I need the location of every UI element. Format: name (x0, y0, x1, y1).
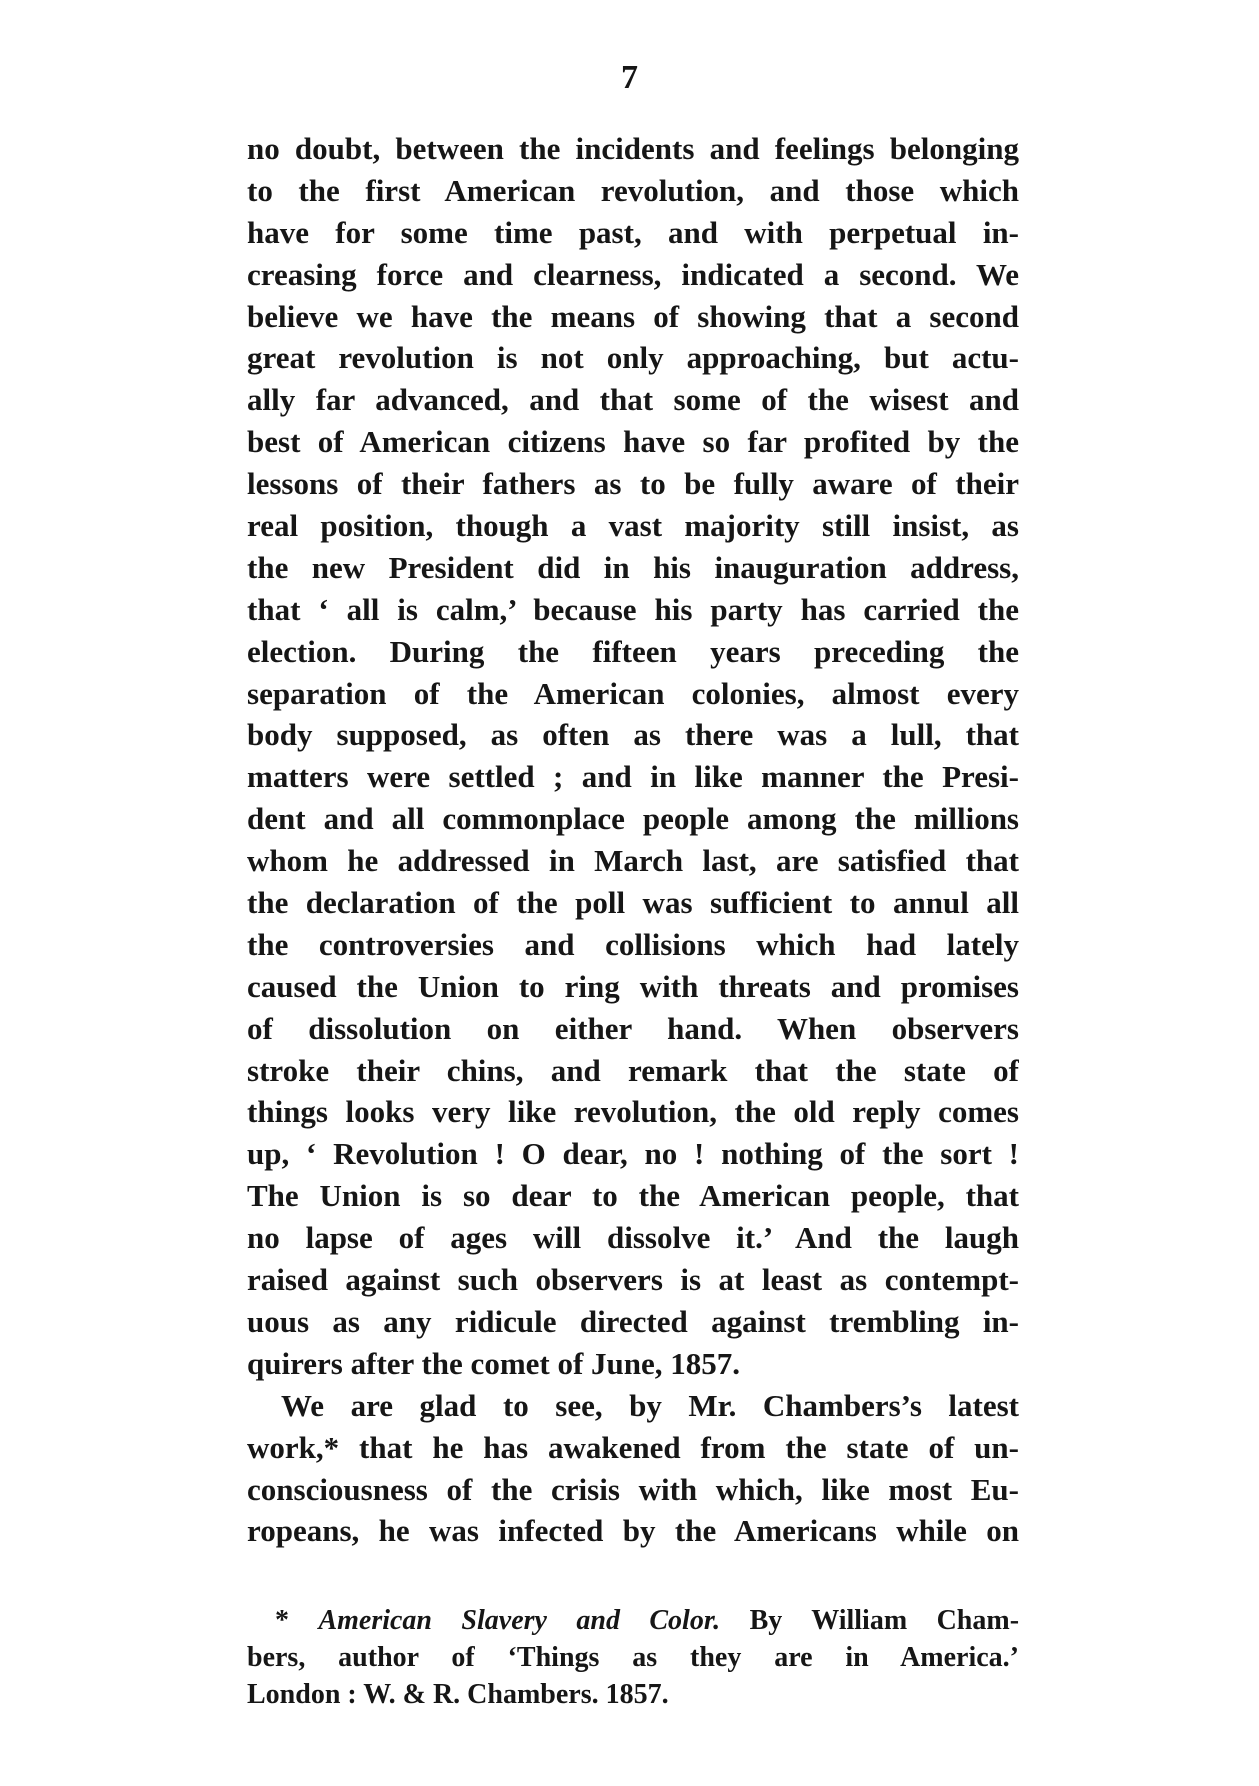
page-number: 7 (621, 59, 638, 96)
text-line: consciousness of the crisis with which, like most Eu- (247, 1471, 1019, 1507)
text-line: creasing force and clearness, indicated a second. We (247, 256, 1019, 292)
text-line: of dissolution on either hand. When observers (247, 1010, 1019, 1046)
text-line: that ‘ all is calm,’ because his party has carried the (247, 591, 1019, 627)
text-line: We are glad to see, by Mr. Chambers’s latest (281, 1387, 1019, 1423)
text-line: The Union is so dear to the American people, that (247, 1178, 1019, 1214)
text-line: election. During the fifteen years preceding the (247, 633, 1019, 669)
text-line: body supposed, as often as there was a lull, that (247, 717, 1019, 753)
text-line: ropeans, he was infected by the Americans while on (247, 1513, 1019, 1549)
footnote-book-title: American Slavery and Color. (318, 1605, 721, 1636)
text-line: work,* that he has awakened from the state of un- (247, 1429, 1019, 1465)
text-line: separation of the American colonies, almost every (247, 675, 1019, 711)
text-line: up, ‘ Revolution ! O dear, no ! nothing of the sort ! (247, 1136, 1019, 1172)
text-line: to the first American revolution, and those which (247, 172, 1019, 208)
footnote-line (247, 1602, 1019, 1639)
footnote-marker: * (275, 1605, 289, 1636)
text-line: no doubt, between the incidents and feelings belonging (247, 131, 1019, 166)
footnote-text: By William Cham- (749, 1605, 1019, 1636)
text-line: caused the Union to ring with threats and promises (247, 968, 1019, 1004)
text-line: the declaration of the poll was sufficient to annul all (247, 885, 1019, 921)
text-line: raised against such observers is at least as contempt- (247, 1262, 1019, 1298)
text-line: matters were settled ; and in like manner the Presi- (247, 759, 1019, 795)
main-text (247, 128, 1019, 1552)
text-line: stroke their chins, and remark that the state of (247, 1052, 1019, 1088)
text-line: the new President did in his inauguration address, (247, 549, 1019, 585)
text-line: whom he addressed in March last, are satisfied that (247, 843, 1019, 879)
text-line: real position, though a vast majority still insist, as (247, 508, 1019, 544)
footnote-line: bers, author of ‘Things as they are in America.’ (247, 1642, 1019, 1673)
footnote-line: London : W. & R. Chambers. 1857. (247, 1679, 669, 1710)
text-line: great revolution is not only approaching, but actu- (247, 340, 1019, 376)
text-line: no lapse of ages will dissolve it.’ And the laugh (247, 1220, 1019, 1256)
text-line: best of American citizens have so far profited by the (247, 424, 1019, 460)
text-line: quirers after the comet of June, 1857. (247, 1345, 741, 1381)
text-line: believe we have the means of showing that a second (247, 298, 1019, 334)
text-line: things looks very like revolution, the old reply comes (247, 1094, 1019, 1130)
text-line: uous as any ridicule directed against trembling in- (247, 1303, 1019, 1339)
text-line: the controversies and collisions which had lately (247, 926, 1019, 962)
text-line: dent and all commonplace people among the millions (247, 801, 1019, 837)
text-line: lessons of their fathers as to be fully aware of their (247, 466, 1019, 502)
text-line: ally far advanced, and that some of the wisest and (247, 382, 1019, 418)
text-line: have for some time past, and with perpetual in- (247, 214, 1019, 250)
footnote (247, 1602, 1019, 1713)
